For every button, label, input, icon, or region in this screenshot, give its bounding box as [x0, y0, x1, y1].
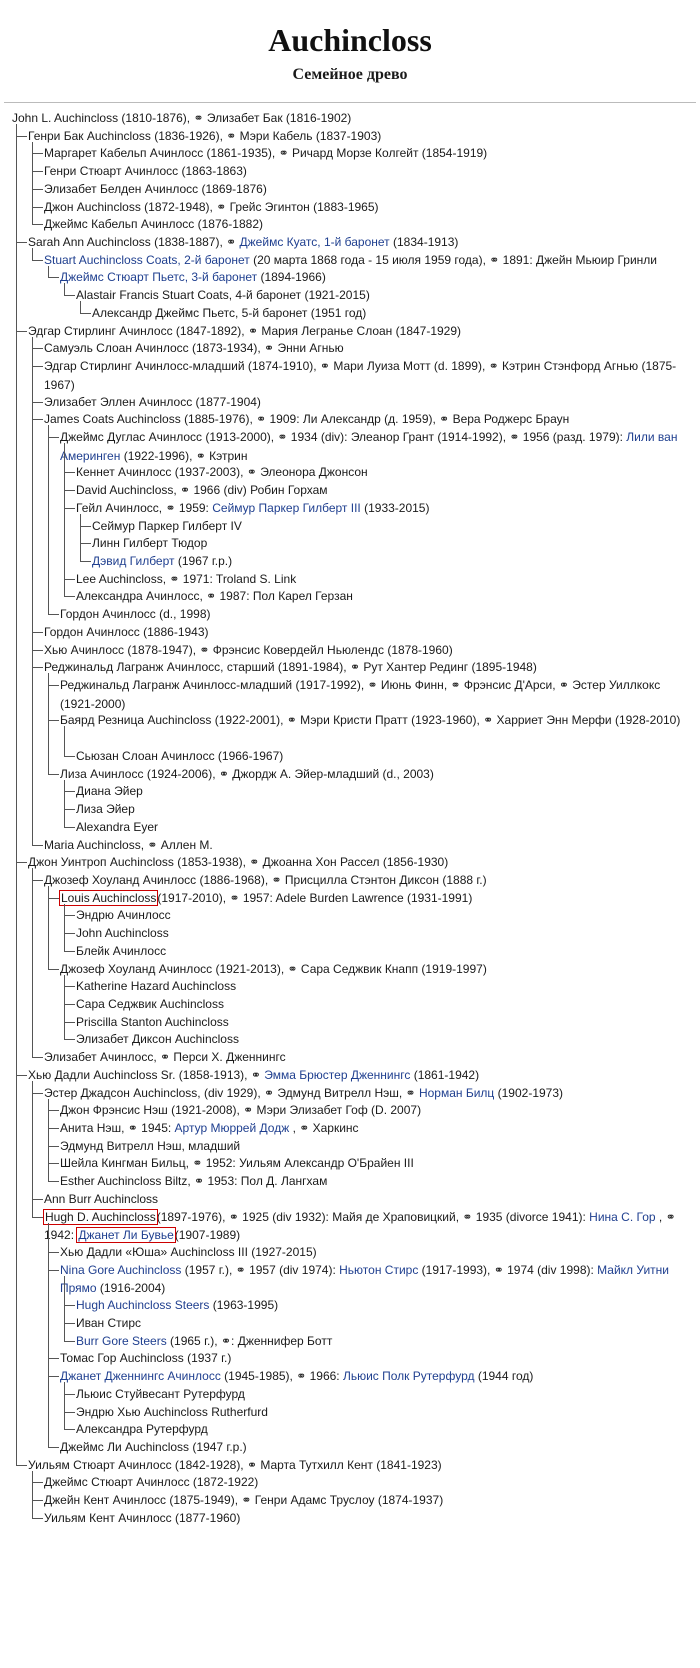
person-text: Эстер Джадсон Auchincloss, (div 1929), ⚭ Эдмунд Витрелл Нэш, ⚭: [44, 1085, 419, 1100]
person-text: Maria Auchincloss, ⚭ Аллен М.: [44, 837, 213, 852]
person-link[interactable]: Льюис Полк Рутерфурд: [342, 1369, 475, 1384]
person-link[interactable]: Артур Мюррей Додж: [174, 1121, 290, 1136]
tree-node: [44, 393, 261, 412]
person-text: Элизабет Эллен Ачинлосс (1877-1904): [44, 394, 261, 409]
tree-connector: [32, 142, 43, 226]
tree-node: [28, 233, 458, 252]
tree-node: [28, 1066, 479, 1085]
person-text: (1916-2004): [96, 1281, 166, 1296]
person-text: (1902-1973): [494, 1085, 564, 1100]
tree-node: [76, 977, 236, 996]
person-link[interactable]: Джеймс Куатс, 1-й баронет: [239, 235, 390, 250]
tree-node: [76, 1314, 141, 1333]
person-text: Джеймс Стюарт Ачинлосс (1872-1922): [44, 1475, 259, 1490]
tree-node: [92, 552, 232, 571]
tree-connector: [32, 1081, 43, 1218]
tree-node: [60, 268, 326, 287]
person-text: Лиза Ачинлосс (1924-2006), ⚭ Джордж А. Эйер-младший (d., 2003): [60, 766, 434, 781]
person-link[interactable]: Nina Gore Auchincloss: [60, 1262, 182, 1277]
tree-node: [76, 463, 368, 482]
person-text: Реджинальд Лагранж Ачинлосс-младший (1917-1992), ⚭ Июнь Финн, ⚭ Фрэнсис Д'Арси, ⚭ Эстер Уиллкокс (1921-2000): [60, 678, 661, 711]
tree-node: [44, 357, 690, 394]
chart-subtitle: Семейное древо: [292, 66, 408, 83]
tree-node: [76, 1385, 245, 1404]
person-text: Эндрю Ачинлосс: [76, 908, 171, 923]
tree-node: [44, 410, 569, 429]
person-text: (1963-1995): [209, 1298, 279, 1313]
tree-node: [60, 1154, 414, 1173]
person-link[interactable]: Hugh Auchincloss Steers: [76, 1298, 210, 1313]
tree-node: [76, 1296, 278, 1315]
person-text: Анита Нэш, ⚭ 1945:: [60, 1121, 175, 1136]
tree-node: [60, 711, 690, 730]
person-link[interactable]: Ньютон Стирс: [339, 1262, 419, 1277]
person-text: Хью Ачинлосс (1878-1947), ⚭ Фрэнсис Ковердейл Ньюлендс (1878-1960): [44, 642, 453, 657]
person-text: Эндрю Хью Auchincloss Rutherfurd: [76, 1404, 268, 1419]
tree-node: [76, 906, 171, 925]
tree-connector: [48, 1223, 59, 1448]
person-text: David Auchincloss, ⚭ 1966 (div) Робин Горхам: [76, 483, 328, 498]
person-text: Льюис Стуйвесант Рутерфурд: [76, 1386, 245, 1401]
person-text: Katherine Hazard Auchincloss: [76, 979, 237, 994]
tree-node: [44, 871, 487, 890]
tree-node: [76, 782, 143, 801]
tree-node: [76, 1030, 239, 1049]
tree-node: [76, 924, 169, 943]
person-text: Сеймур Паркер Гилберт IV: [92, 518, 242, 533]
chart-title: Auchincloss: [268, 22, 432, 58]
person-text: (20 марта 1868 года - 15 июля 1959 года), ⚭ 1891: Джейн Мьюир Гринли: [249, 252, 657, 267]
person-link[interactable]: Норман Билц: [418, 1085, 495, 1100]
person-text: Сара Седжвик Auchincloss: [76, 997, 224, 1011]
person-text: Эдгар Стирлинг Ачинлосс-младший (1874-1910), ⚭ Мари Луиза Мотт (d. 1899), ⚭ Кэтрин Стэнфорд Агнью (1875-1967): [44, 359, 677, 392]
person-text: Баярд Резница Auchincloss (1922-2001), ⚭ Мэри Кристи Пратт (1923-1960), ⚭ Харриет Энн Мерфи (1928-2010): [60, 713, 681, 728]
person-text: Alastair Francis Stuart Coats, 4-й баронет (1921-2015): [76, 288, 370, 303]
tree-node: [28, 1456, 442, 1475]
person-text: Диана Эйер: [76, 784, 143, 799]
person-text: (1834-1913): [389, 235, 459, 250]
person-text: Hugh D. Auchincloss: [45, 1209, 156, 1224]
tree-node: [92, 517, 242, 536]
person-text: Элизабет Ачинлосс, ⚭ Перси Х. Дженнингс: [44, 1050, 286, 1065]
person-text: Линн Гилберт Тюдор: [92, 536, 208, 551]
person-text: (1917-2010), ⚭ 1957: Adele Burden Lawrence (1931-1991): [157, 890, 473, 905]
person-text: Джон Уинтроп Auchincloss (1853-1938), ⚭ Джоанна Хон Рассел (1856-1930): [28, 855, 449, 870]
tree-connector: [64, 904, 75, 952]
tree-node: [76, 1420, 208, 1439]
person-text: Самуэль Слоан Ачинлосс (1873-1934), ⚭ Энни Агнью: [44, 341, 344, 356]
tree-node: [44, 1491, 443, 1510]
person-text: Джон Auchincloss (1872-1948), ⚭ Грейс Эгинтон (1883-1965): [44, 199, 379, 214]
tree-node: [60, 1101, 421, 1120]
person-text: (1917-1993), ⚭ 1974 (div 1998):: [418, 1262, 598, 1277]
tree-connector: [32, 248, 43, 261]
person-text: (1967 г.р.): [174, 554, 233, 568]
tree-connector: [64, 780, 75, 828]
person-text: Гордон Ачинлосс (1886-1943): [44, 624, 209, 639]
tree-node: [44, 658, 537, 677]
tree-node: [28, 853, 448, 872]
tree-node: [44, 144, 487, 163]
tree-node: [44, 162, 247, 181]
tree-node: [60, 1119, 359, 1138]
tree-node: [60, 1438, 247, 1457]
person-text: Alexandra Eyer: [76, 819, 159, 834]
tree-node: [44, 180, 267, 199]
person-text: Гейл Ачинлосс, ⚭ 1959:: [76, 500, 213, 515]
person-text: (1944 год): [474, 1369, 534, 1384]
person-text: (1965 г.), ⚭: Дженнифер Ботт: [166, 1333, 333, 1348]
tree-connector: [48, 425, 59, 615]
person-text: Генри Бак Auchincloss (1836-1926), ⚭ Мэри Кабель (1837-1903): [28, 128, 382, 143]
person-text: Томас Гор Auchincloss (1937 г.): [60, 1351, 232, 1366]
person-link[interactable]: Лили ван Америнген: [60, 429, 678, 463]
tree-node: [60, 1172, 327, 1191]
tree-node: [60, 428, 690, 465]
person-text: John L. Auchincloss (1810-1876), ⚭ Элизабет Бак (1816-1902): [12, 111, 352, 125]
person-text: Джейн Кент Ачинлосс (1875-1949), ⚭ Генри Адамс Труслоу (1874-1937): [44, 1493, 444, 1508]
tree-node: [92, 304, 366, 323]
tree-node: [60, 1137, 240, 1156]
person-text: , ⚭ 1942:: [44, 1209, 676, 1243]
person-text: Шейла Кингман Бильц, ⚭ 1952: Уильям Александр О'Брайен III: [60, 1156, 414, 1171]
person-text: James Coats Auchincloss (1885-1976), ⚭ 1909: Ли Александр (д. 1959), ⚭ Вера Роджерс Браун: [44, 412, 570, 427]
tree-node: [44, 623, 209, 642]
tree-node: [76, 995, 224, 1014]
person-text: Маргарет Кабельп Ачинлосс (1861-1935), ⚭ Ричард Морзе Колгейт (1854-1919): [44, 146, 488, 161]
person-text: (1897-1976), ⚭ 1925 (div 1932): Майя де Храповицкий, ⚭ 1935 (divorce 1941):: [156, 1209, 590, 1224]
tree-connector: [32, 337, 43, 846]
person-text: Джозеф Хоуланд Ачинлосс (1921-2013), ⚭ Сара Седжвик Кнапп (1919-1997): [60, 961, 487, 976]
tree-connector: [32, 1471, 43, 1519]
tree-connector: [64, 1382, 75, 1430]
person-text: Иван Стирс: [76, 1315, 142, 1330]
tree-node: [44, 339, 344, 358]
tree-connector: [48, 886, 59, 970]
person-text: Сьюзан Слоан Ачинлосс (1966-1967): [76, 748, 284, 763]
tree-node: [44, 215, 263, 234]
header-divider: [4, 102, 696, 103]
tree-node: [60, 1349, 231, 1368]
tree-node: [44, 1190, 158, 1209]
tree-node: [60, 1243, 317, 1262]
tree-node: [76, 1332, 332, 1351]
tree-node: [44, 1084, 563, 1103]
tree-node: [60, 960, 487, 979]
person-text: Хью Дадли «Юша» Auchincloss III (1927-2015): [60, 1245, 317, 1260]
person-text: (1861-1942): [410, 1067, 480, 1082]
person-link[interactable]: Stuart Auchincloss Coats, 2-й баронет: [44, 252, 250, 267]
tree-node: [60, 765, 434, 784]
tree-node: [44, 1509, 240, 1528]
person-text: Джеймс Ли Auchincloss (1947 г.р.): [60, 1440, 247, 1454]
tree-node: [44, 641, 453, 660]
person-link[interactable]: Сеймур Паркер Гилберт III: [212, 500, 361, 515]
tree-connector: [48, 266, 59, 279]
person-text: Лиза Эйер: [76, 802, 135, 817]
tree-node: [60, 889, 472, 908]
person-text: Блейк Ачинлосс: [76, 943, 167, 958]
tree-connector: [80, 301, 91, 314]
person-link[interactable]: Джеймс Стюарт Пьетс, 3-й баронет: [60, 270, 258, 285]
person-text: Lee Auchincloss, ⚭ 1971: Troland S. Link: [76, 571, 297, 586]
person-link[interactable]: Майкл Уитни Прямо: [60, 1262, 669, 1296]
tree-node: [44, 1208, 690, 1245]
tree-connector: [48, 673, 59, 774]
person-text: Priscilla Stanton Auchincloss: [76, 1014, 229, 1029]
person-text: Хью Дадли Auchincloss Sr. (1858-1913), ⚭: [28, 1067, 265, 1082]
person-text: Александра Ачинлосс, ⚭ 1987: Пол Карел Герзан: [76, 589, 353, 604]
person-text: (1894-1966): [257, 270, 326, 285]
person-text: Генри Стюарт Ачинлосс (1863-1863): [44, 164, 247, 179]
person-text: Sarah Ann Auchincloss (1838-1887), ⚭: [28, 235, 240, 250]
person-text: (1933-2015): [360, 500, 430, 515]
tree-node: [44, 1473, 258, 1492]
tree-node: [28, 127, 381, 146]
person-text: , ⚭ Харкинс: [289, 1121, 359, 1136]
tree-node: [60, 1261, 690, 1298]
person-text: Джеймс Кабельп Ачинлосс (1876-1882): [44, 217, 263, 232]
tree-node: [60, 676, 690, 713]
person-text: Джеймс Дуглас Ачинлосс (1913-2000), ⚭ 1934 (div): Элеанор Грант (1914-1992), ⚭ 1956 (разд. 1979):: [60, 429, 627, 444]
person-text: (1922-1996), ⚭ Кэтрин: [120, 448, 248, 463]
person-text: Джозеф Хоуланд Ачинлосс (1886-1968), ⚭ Присцилла Стэнтон Диксон (1888 г.): [44, 872, 487, 887]
tree-connector: [16, 124, 27, 1466]
tree-node: [44, 1048, 286, 1067]
person-text: Реджинальд Лагранж Ачинлосс, старший (1891-1984), ⚭ Рут Хантер Рединг (1895-1948): [44, 660, 537, 675]
tree-node: [76, 1013, 229, 1032]
person-text: Гордон Ачинлосс (d., 1998): [60, 607, 211, 622]
person-link[interactable]: Нина С. Гор: [589, 1209, 656, 1224]
tree-node: [76, 818, 158, 837]
tree-node: [76, 800, 135, 819]
tree-node: [12, 109, 351, 128]
chart-header: [0, 0, 700, 86]
person-text: (1957 г.), ⚭ 1957 (div 1974):: [181, 1262, 340, 1277]
person-text: Уильям Кент Ачинлосс (1877-1960): [44, 1510, 241, 1525]
person-link[interactable]: Джанет Дженнингс Ачинлосс: [60, 1369, 221, 1384]
person-text: John Auchincloss: [76, 926, 169, 941]
person-text: Кеннет Ачинлосс (1937-2003), ⚭ Элеонора Джонсон: [76, 465, 368, 480]
tree-connector: [80, 514, 91, 562]
tree-node: [76, 286, 370, 305]
tree-node: [76, 942, 166, 961]
person-text: Элизабет Белден Ачинлосс (1869-1876): [44, 181, 267, 196]
tree-node: [60, 1367, 533, 1386]
tree-node: [44, 251, 657, 270]
person-link[interactable]: Джанет Ли Бувье: [78, 1228, 174, 1243]
person-text: Эдмунд Витрелл Нэш, младший: [60, 1138, 241, 1153]
tree-connector: [64, 975, 75, 1041]
person-link[interactable]: Эмма Брюстер Дженнингс: [264, 1067, 411, 1082]
tree-node: [76, 1403, 268, 1422]
tree-node: [76, 499, 429, 518]
person-text: (1945-1985), ⚭ 1966:: [220, 1369, 343, 1384]
person-text: Louis Auchincloss: [61, 890, 157, 905]
person-text: Эдгар Стирлинг Ачинлосс (1847-1892), ⚭ Мария Легранье Слоан (1847-1929): [28, 323, 462, 338]
tree-connector: [64, 1276, 75, 1342]
tree-node: [44, 198, 379, 217]
tree-node: [76, 570, 296, 589]
person-text: Александра Рутерфурд: [76, 1422, 208, 1437]
tree-connector: [64, 443, 75, 597]
tree-node: [44, 836, 213, 855]
tree-connector: [48, 1099, 59, 1183]
person-text: (1907-1989): [174, 1228, 241, 1243]
person-link[interactable]: Burr Gore Steers: [76, 1333, 167, 1348]
tree-node: [76, 481, 328, 500]
person-text: Уильям Стюарт Ачинлосс (1842-1928), ⚭ Марта Тутхилл Кент (1841-1923): [28, 1457, 442, 1472]
tree-node: [76, 747, 283, 766]
tree-connector: [32, 868, 43, 1058]
person-text: Элизабет Диксон Auchincloss: [76, 1032, 239, 1047]
tree-node: [76, 587, 353, 606]
tree-connector: [64, 283, 75, 296]
person-link[interactable]: Дэвид Гилберт: [92, 554, 175, 568]
person-text: Esther Auchincloss Biltz, ⚭ 1953: Пол Д. Лангхам: [60, 1174, 328, 1189]
family-tree: [0, 105, 700, 1535]
tree-connector: [64, 726, 75, 756]
tree-node: [28, 322, 461, 341]
person-text: Александр Джеймс Пьетс, 5-й баронет (1951 год): [92, 305, 367, 320]
tree-node: [60, 605, 211, 624]
tree-node: [92, 534, 207, 553]
person-text: Джон Фрэнсис Нэш (1921-2008), ⚭ Мэри Элизабет Гоф (D. 2007): [60, 1103, 422, 1118]
person-text: Ann Burr Auchincloss: [44, 1191, 159, 1206]
